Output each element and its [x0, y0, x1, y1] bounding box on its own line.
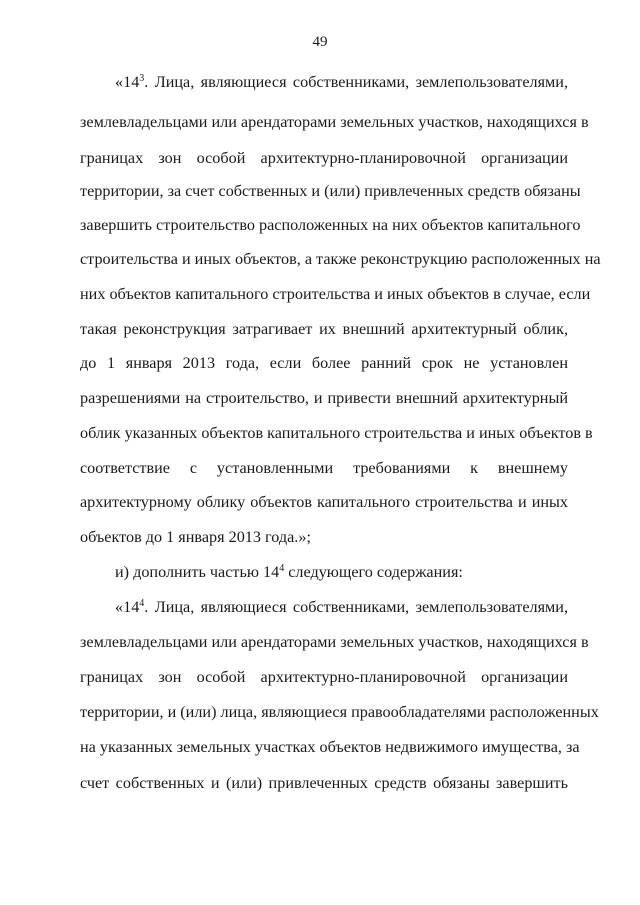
text-line: строительства и иных объектов, а также реконструкцию расположенных на — [80, 250, 601, 268]
text-line: архитектурному облику объектов капитального строительства и иных — [80, 493, 568, 511]
text-line: такая реконструкция затрагивает их внешний архитектурный облик, — [80, 320, 568, 338]
text-line: и) дополнить частью $14^4$ следующего содержания: — [115, 563, 463, 581]
text-line: объектов до 1 января 2013 года.»; — [80, 528, 311, 546]
text-line: территории, и (или) лица, являющиеся правообладателями расположенных — [80, 703, 599, 721]
text-line: «$14^3$. Лица, являющиеся собственниками, землепользователями, — [115, 73, 568, 91]
text-line: территории, за счет собственных и (или) привлеченных средств обязаны — [80, 182, 581, 200]
text-line: них объектов капитального строительства и иных объектов в случае, если — [80, 285, 591, 303]
text-line: разрешениями на строительство, и привести внешний архитектурный — [80, 389, 568, 407]
superscript: 4 — [279, 563, 285, 574]
text-line: завершить строительство расположенных на них объектов капитального — [80, 216, 581, 234]
text-line: границах зон особой архитектурно-планировочной организации — [80, 668, 568, 686]
text-line: на указанных земельных участках объектов недвижимого имущества, за — [80, 738, 580, 756]
text-line: счет собственных и (или) привлеченных средств обязаны завершить — [80, 774, 568, 792]
superscript: 4 — [139, 598, 145, 609]
text-line: землевладельцами или арендаторами земельных участков, находящихся в — [80, 113, 589, 131]
text-line: до 1 января 2013 года, если более ранний срок не установлен — [80, 354, 568, 372]
text-line: облик указанных объектов капитального строительства и иных объектов в — [80, 424, 593, 442]
page-number: 49 — [312, 34, 328, 50]
superscript: 3 — [139, 73, 145, 84]
text-line: землевладельцами или арендаторами земельных участков, находящихся в — [80, 633, 589, 651]
text-line: соответствие с установленными требованиями к внешнему — [80, 459, 568, 477]
text-line: границах зон особой архитектурно-планировочной организации — [80, 149, 568, 167]
text-line: «$14^4$. Лица, являющиеся собственниками, землепользователями, — [115, 598, 568, 616]
